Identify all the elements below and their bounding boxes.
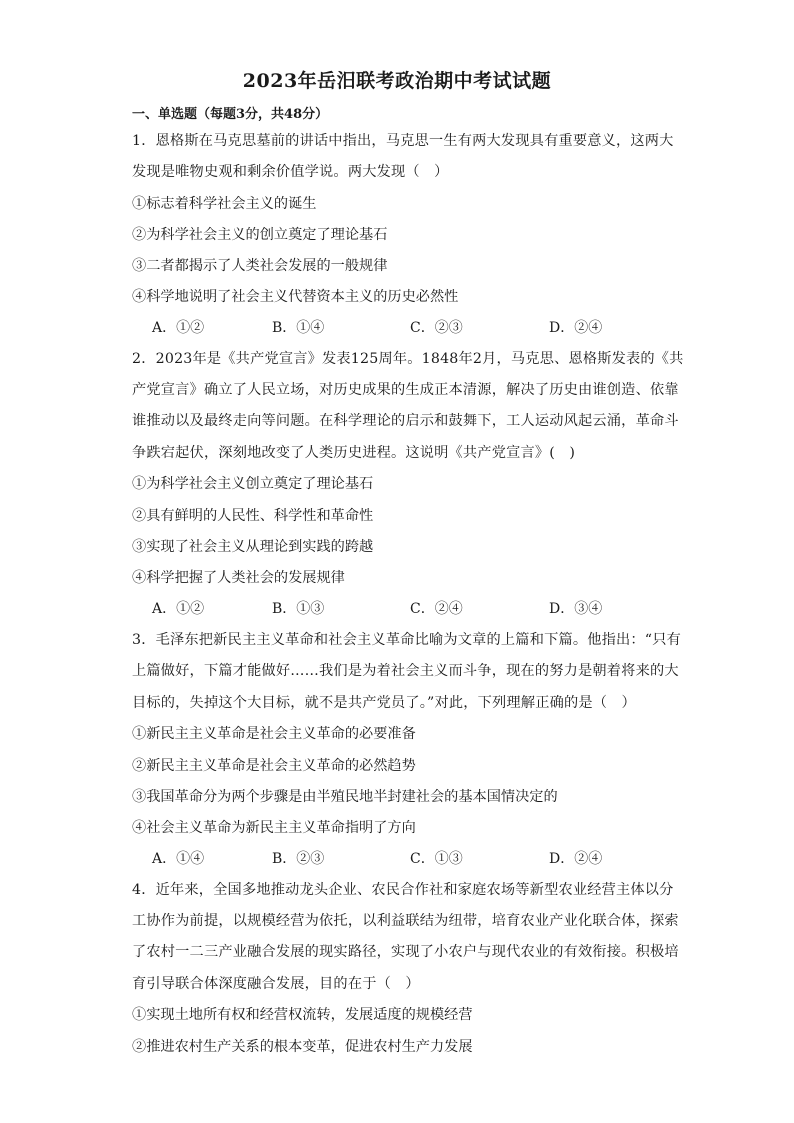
question-4-line-1: 4．近年来，全国多地推动龙头企业、农民合作社和家庭农场等新型农业经营主体以分 (132, 882, 674, 898)
question-2-line-4: 争跌宕起伏，深刻地改变了人类历史进程。这说明《共产党宣言》( ) (132, 445, 576, 461)
question-3-statement-1: ①新民主主义革命是社会主义革命的必要准备 (132, 726, 416, 742)
question-3-choice-d[interactable]: D．②④ (549, 851, 603, 867)
question-3-line-3: 目标的，失掉这个大目标，就不是共产党员了。”对此，下列理解正确的是（ ） (132, 695, 636, 711)
question-1-statement-4: ④科学地说明了社会主义代替资本主义的历史必然性 (132, 289, 459, 305)
question-3-choice-a[interactable]: A．①④ (152, 851, 205, 867)
question-1-line-2: 发现是唯物史观和剩余价值学说。两大发现（ ） (132, 164, 449, 180)
section-heading: 一、单选题（每题3分，共48分） (132, 107, 329, 122)
exam-title: 2023年岳汨联考政治期中考试试题 (242, 70, 552, 92)
question-2-line-1: 2．2023年是《共产党宣言》发表125周年。1848年2月，马克思、恩格斯发表的《共 (132, 351, 684, 367)
question-4-line-4: 育引导联合体深度融合发展，目的在于（ ） (132, 976, 420, 992)
question-1-choice-a[interactable]: A．①② (152, 320, 205, 336)
question-2-line-3: 谁推动以及最终走向等问题。在科学理论的启示和鼓舞下，工人运动风起云涌，革命斗 (132, 413, 679, 429)
question-2-statement-1: ①为科学社会主义创立奠定了理论基石 (132, 476, 374, 492)
question-3-statement-2: ②新民主主义革命是社会主义革命的必然趋势 (132, 758, 416, 774)
question-4-statement-1: ①实现土地所有权和经营权流转，发展适度的规模经营 (132, 1007, 473, 1023)
question-3-line-2: 上篇做好，下篇才能做好……我们是为着社会主义而斗争，现在的努力是朝着将来的大 (132, 663, 679, 679)
question-3-statement-4: ④社会主义革命为新民主主义革命指明了方向 (132, 820, 416, 836)
question-2-statement-2: ②具有鲜明的人民性、科学性和革命性 (132, 508, 374, 524)
question-1-statement-3: ③二者都揭示了人类社会发展的一般规律 (132, 258, 388, 274)
question-1-statement-2: ②为科学社会主义的创立奠定了理论基石 (132, 227, 388, 243)
question-4-statement-2: ②推进农村生产关系的根本变革，促进农村生产力发展 (132, 1039, 473, 1055)
question-2-choice-a[interactable]: A．①② (152, 601, 205, 617)
question-2-line-2: 产党宣言》确立了人民立场，对历史成果的生成正本清源，解决了历史由谁创造、依靠 (132, 382, 679, 398)
question-2-choice-d[interactable]: D．③④ (549, 601, 603, 617)
question-3-choice-c[interactable]: C．①③ (410, 851, 463, 867)
question-2-choice-b[interactable]: B．①③ (272, 601, 325, 617)
question-4-line-3: 了农村一二三产业融合发展的现实路径，实现了小农户与现代农业的有效衔接。积极培 (132, 944, 679, 960)
question-3-choice-b[interactable]: B．②③ (272, 851, 325, 867)
question-2-statement-4: ④科学把握了人类社会的发展规律 (132, 570, 345, 586)
question-1-line-1: 1．恩格斯在马克思墓前的讲话中指出，马克思一生有两大发现具有重要意义，这两大 (132, 133, 674, 149)
question-2-statement-3: ③实现了社会主义从理论到实践的跨越 (132, 539, 374, 555)
question-3-statement-3: ③我国革命分为两个步骤是由半殖民地半封建社会的基本国情决定的 (132, 789, 558, 805)
question-1-choice-b[interactable]: B．①④ (272, 320, 325, 336)
question-3-line-1: 3．毛泽东把新民主主义革命和社会主义革命比喻为文章的上篇和下篇。他指出：“只有 (132, 632, 682, 648)
question-2-choice-c[interactable]: C．②④ (410, 601, 463, 617)
question-4-line-2: 工协作为前提，以规模经营为依托，以利益联结为纽带，培育农业产业化联合体，探索 (132, 913, 679, 929)
question-1-statement-1: ①标志着科学社会主义的诞生 (132, 196, 317, 212)
question-1-choice-c[interactable]: C．②③ (410, 320, 463, 336)
question-1-choice-d[interactable]: D．②④ (549, 320, 603, 336)
